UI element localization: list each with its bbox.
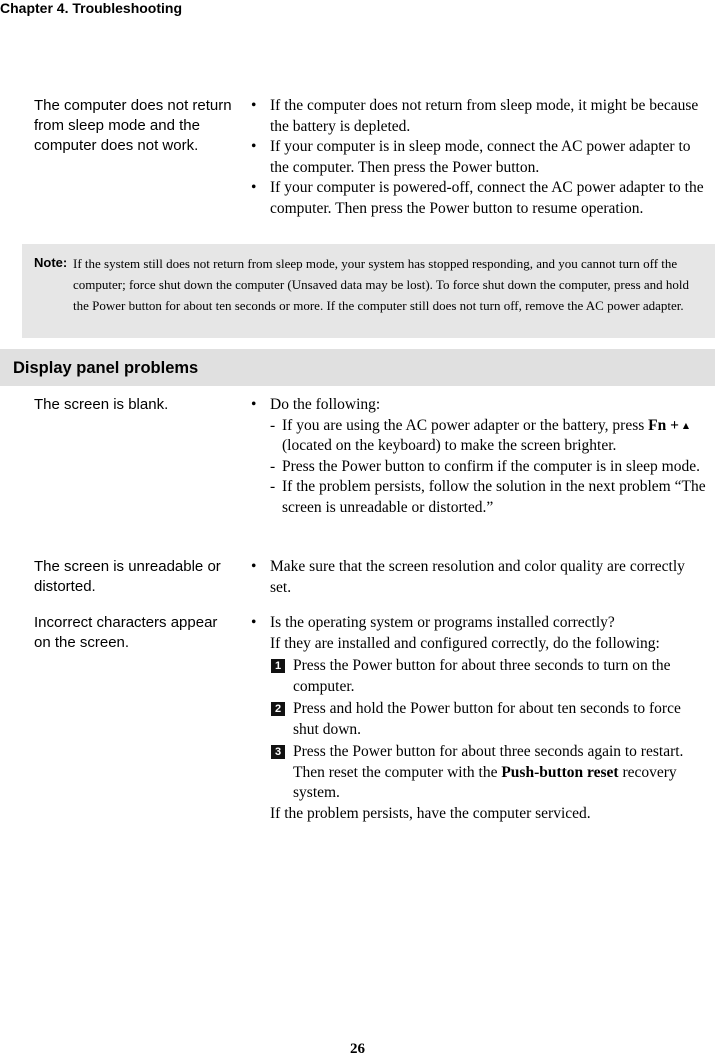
dash-text-post: (located on the keyboard) to make the screen brighter. <box>282 437 617 454</box>
brightness-up-icon: ▲ <box>682 420 689 430</box>
dash-text: Press the Power button to confirm if the computer is in sleep mode. <box>282 457 700 475</box>
section-heading-bar <box>0 349 715 386</box>
step-text-post: recovery system. <box>293 763 677 801</box>
step-number: 2 <box>271 702 285 716</box>
solution-list <box>248 557 708 598</box>
step-item <box>248 656 708 697</box>
section-title: Display panel problems <box>13 359 199 377</box>
dash-marker: - <box>270 416 276 434</box>
problem-description: Incorrect characters appear on the screen. <box>34 614 218 651</box>
bullet-item: • Is the operating system or programs installed correctly? <box>248 613 708 634</box>
step-item <box>248 699 708 740</box>
note-label: Note: <box>34 255 68 270</box>
bullet-item: • Make sure that the screen resolution and color quality are correctly set. <box>248 557 708 598</box>
note-text: If the system still does not return from sleep mode, your system has stopped responding, and you cannot turn off the computer; force shut down the computer (Unsaved data may be lost). To force shut down the computer, press and hold the Power button for about ten seconds or more. If the computer still does not turn off, remove the AC power adapter. <box>73 256 690 313</box>
step-number: 3 <box>271 745 285 759</box>
page-number: 26 <box>350 1041 365 1057</box>
dash-marker: - <box>270 478 276 495</box>
chapter-header: Chapter 4. Troubleshooting <box>0 0 183 16</box>
note-box <box>22 244 715 338</box>
bullet-item: • Do the following: <box>248 395 708 416</box>
dash-text: If the problem persists, follow the solution in the next problem “The screen is unreadable or distorted.” <box>282 478 706 516</box>
dash-text-pre: If you are using the AC power adapter or the battery, press <box>282 416 649 434</box>
step-text: Press and hold the Power button for about ten seconds to force shut down. <box>293 700 681 738</box>
bullet-item: • If your computer is in sleep mode, connect the AC power adapter to the computer. Then press the Power button. <box>248 137 708 178</box>
key-combo: Fn + <box>648 416 683 434</box>
bullet-item: • If your computer is powered-off, connect the AC power adapter to the computer. Then press the Power button to resume operation. <box>248 178 708 219</box>
step-text: Press the Power button for about three seconds to turn on the computer. <box>293 657 671 695</box>
problem-description: The screen is blank. <box>34 396 169 413</box>
solution-list <box>248 96 708 219</box>
step-text-pre: Press the Power button for about three seconds again to restart. Then reset the computer with the <box>293 743 684 781</box>
feature-name: Push-button reset <box>501 763 619 781</box>
step-item <box>248 742 708 804</box>
solution-list <box>248 395 708 518</box>
problem-description: The computer does not return from sleep mode and the computer does not work. <box>34 97 232 154</box>
outro-text: If the problem persists, have the computer serviced. <box>270 804 591 822</box>
dash-marker: - <box>270 457 276 475</box>
problem-description: The screen is unreadable or distorted. <box>34 558 221 595</box>
dash-item <box>248 477 708 518</box>
dash-item <box>248 416 708 457</box>
intro-text: If they are installed and configured correctly, do the following: <box>270 634 660 652</box>
step-number: 1 <box>271 659 285 673</box>
solution-list <box>248 613 708 824</box>
bullet-item: • If the computer does not return from sleep mode, it might be because the battery is depleted. <box>248 96 708 137</box>
dash-item <box>248 457 708 478</box>
